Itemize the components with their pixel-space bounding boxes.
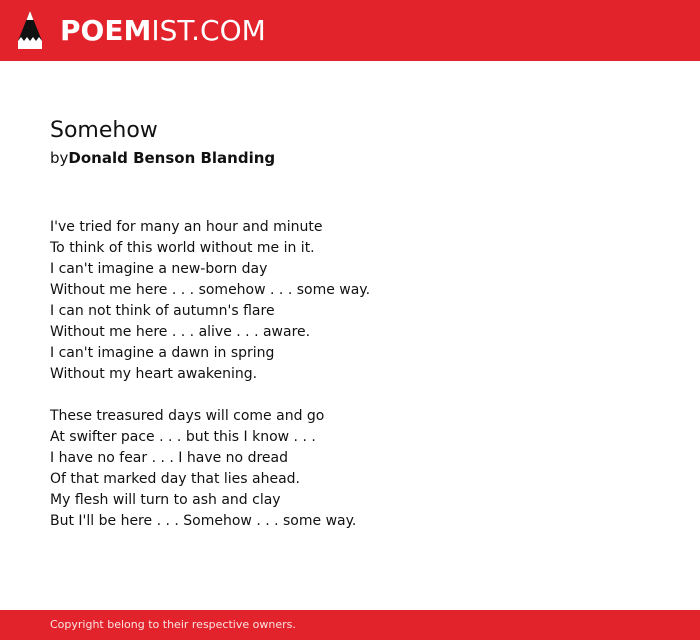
stanza-2 [50,406,660,532]
stanza-1 [50,217,660,385]
pencil-tip-icon [18,11,42,51]
poem-content [50,117,660,553]
poem-line: Of that marked day that lies ahead. [50,471,301,487]
logo-bold-part: POEM [60,13,152,47]
poem-line: These treasured days will come and go [50,408,325,424]
byline-prefix: by [50,149,69,167]
poem-byline [50,147,660,169]
poem-title: Somehow [50,118,158,143]
poem-line: I have no fear . . . I have no dread [50,450,288,466]
site-logo-link[interactable] [18,11,266,51]
poem-line: At swifter pace . . . but this I know . . . [50,429,316,445]
poem-line: I can't imagine a dawn in spring [50,345,275,361]
poem-line: I can not think of autumn's flare [50,303,275,319]
poem-body [50,217,660,532]
poem-line: I can't imagine a new-born day [50,261,268,277]
poem-line: My flesh will turn to ash and clay [50,492,281,508]
poem-line: Without me here . . . somehow . . . some way. [50,282,371,298]
poem-line: Without my heart awakening. [50,366,258,382]
site-footer [0,610,700,640]
copyright-notice: Copyright belong to their respective owners. [50,618,296,631]
poem-line: But I'll be here . . . Somehow . . . some way. [50,513,357,529]
poem-line: To think of this world without me in it. [50,240,315,256]
poem-line: Without me here . . . alive . . . aware. [50,324,311,340]
site-logo-text [60,13,266,47]
author-link[interactable]: Donald Benson Blanding [68,149,276,167]
logo-light-part: IST.COM [151,13,266,47]
site-header [0,0,700,61]
poem-line: I've tried for many an hour and minute [50,219,323,235]
